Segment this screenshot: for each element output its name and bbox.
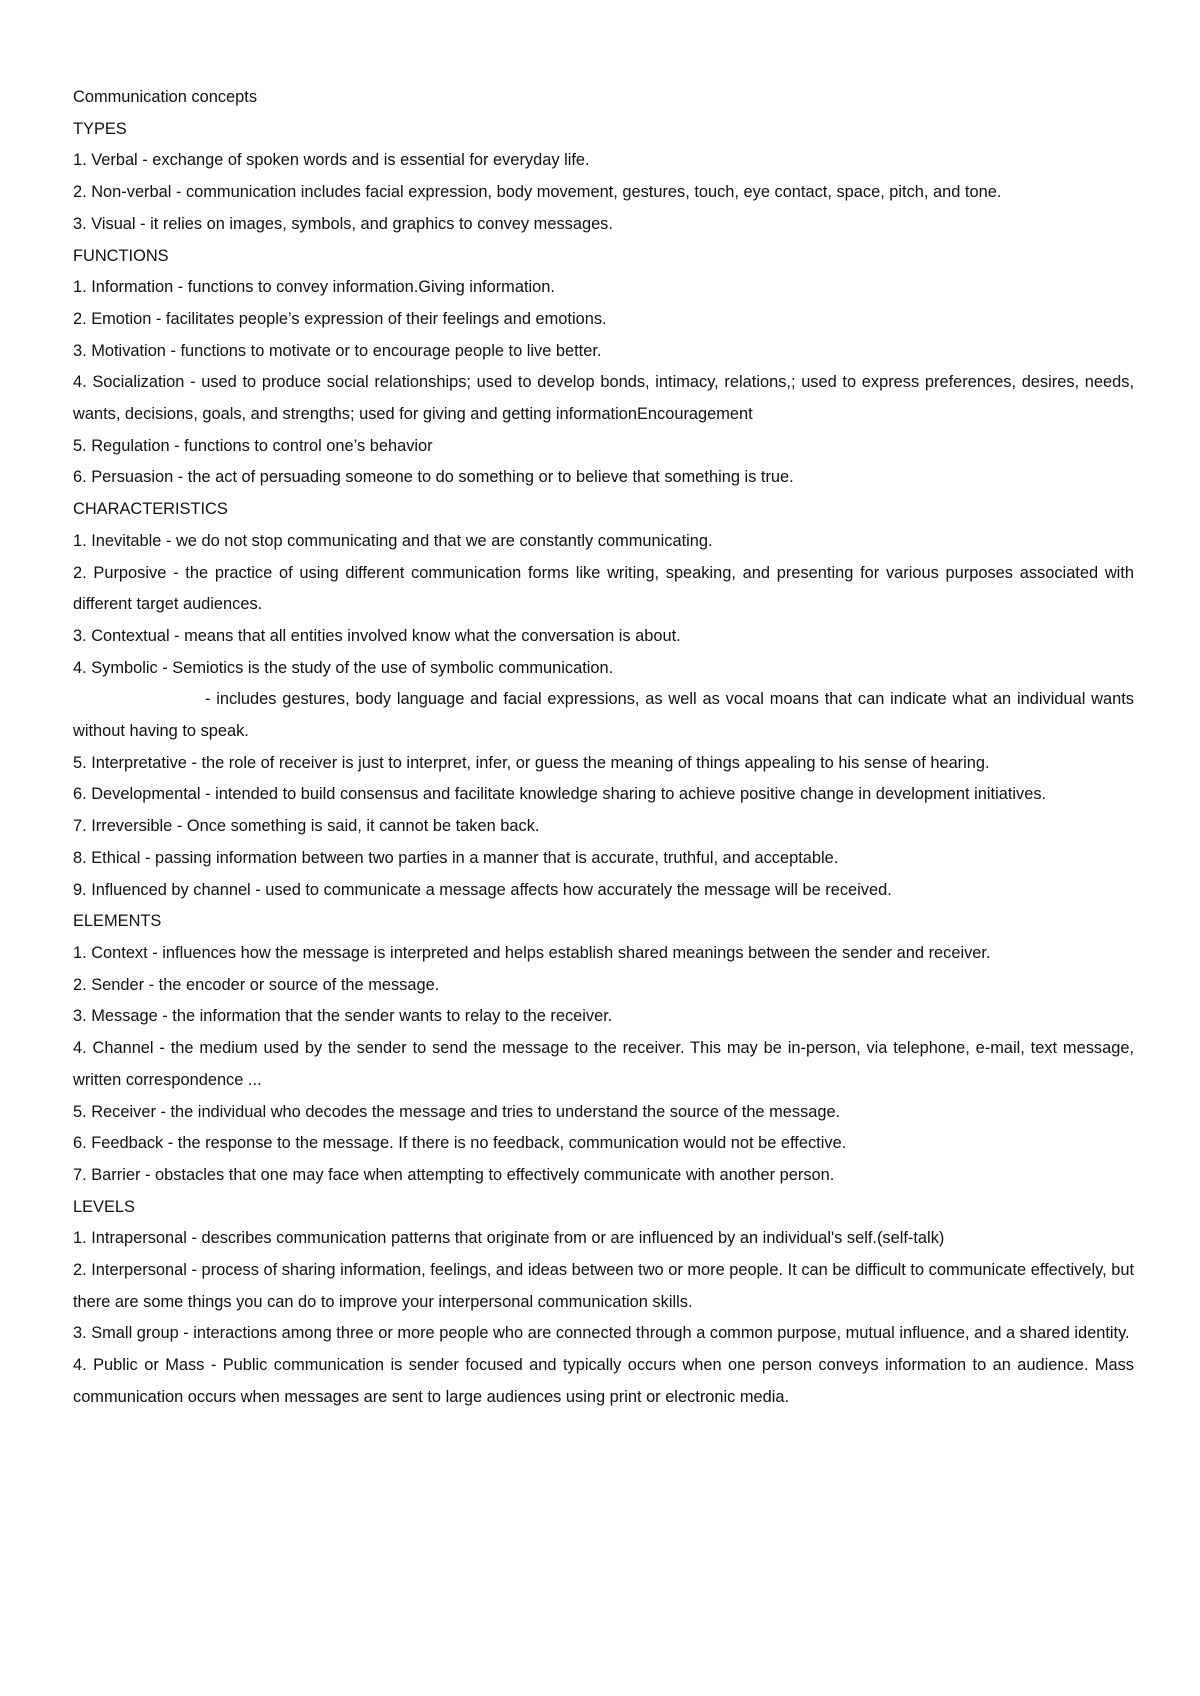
section-heading-types: TYPES (73, 119, 127, 138)
list-item: 7. Irreversible - Once something is said, it cannot be taken back. (73, 817, 540, 836)
list-item-continuation: - includes gestures, body language and facial expressions, as well as vocal moans that can indicate what an individual wants without having to speak. (73, 690, 1134, 741)
section-heading-elements: ELEMENTS (73, 912, 162, 931)
list-item: 2. Purposive - the practice of using different communication forms like writing, speaking, and presenting for various purposes associated with different target audiences. (73, 563, 1134, 614)
document-body (73, 82, 1134, 1414)
list-item: 5. Interpretative - the role of receiver is just to interpret, infer, or guess the meaning of things appealing to his sense of hearing. (73, 753, 990, 772)
list-item: 3. Small group - interactions among three or more people who are connected through a common purpose, mutual influence, and a shared identity. (73, 1324, 1130, 1343)
list-item: 1. Verbal - exchange of spoken words and is essential for everyday life. (73, 151, 590, 170)
list-item: 1. Inevitable - we do not stop communicating and that we are constantly communicating. (73, 531, 713, 550)
list-item: 2. Sender - the encoder or source of the message. (73, 975, 440, 994)
list-item: 1. Information - functions to convey information.Giving information. (73, 278, 555, 297)
list-item: 6. Developmental - intended to build consensus and facilitate knowledge sharing to achieve positive change in development initiatives. (73, 785, 1047, 804)
list-item: 2. Non-verbal - communication includes facial expression, body movement, gestures, touch, eye contact, space, pitch, and tone. (73, 183, 1002, 202)
section-heading-functions: FUNCTIONS (73, 246, 169, 265)
list-item: 6. Persuasion - the act of persuading someone to do something or to believe that something is true. (73, 468, 794, 487)
list-item: 9. Influenced by channel - used to communicate a message affects how accurately the message will be received. (73, 880, 892, 899)
section-heading-characteristics: CHARACTERISTICS (73, 500, 228, 519)
list-item: 2. Emotion - facilitates people’s expression of their feelings and emotions. (73, 309, 607, 328)
list-item: 2. Interpersonal - process of sharing information, feelings, and ideas between two or more people. It can be difficult to communicate effectively, but there are some things you can do to improve your interpersonal communication skills. (73, 1261, 1134, 1311)
list-item: 3. Contextual - means that all entities involved know what the conversation is about. (73, 626, 681, 645)
list-item: 8. Ethical - passing information between two parties in a manner that is accurate, truthful, and acceptable. (73, 848, 839, 867)
section-heading-levels: LEVELS (73, 1197, 135, 1216)
document-title: Communication concepts (73, 88, 258, 106)
list-item: 6. Feedback - the response to the message. If there is no feedback, communication would not be effective. (73, 1134, 847, 1153)
list-item: 4. Public or Mass - Public communication is sender focused and typically occurs when one person conveys information to an audience. Mass communication occurs when messages are sent to large audiences using print or electronic media. (73, 1356, 1134, 1406)
list-item: 7. Barrier - obstacles that one may face when attempting to effectively communicate with another person. (73, 1165, 835, 1184)
list-item: 3. Message - the information that the sender wants to relay to the receiver. (73, 1007, 613, 1026)
list-item: 3. Motivation - functions to motivate or to encourage people to live better. (73, 341, 602, 360)
list-item: 5. Regulation - functions to control one’s behavior (73, 436, 433, 455)
list-item: 4. Symbolic - Semiotics is the study of the use of symbolic communication. (73, 658, 614, 677)
list-item: 1. Intrapersonal - describes communication patterns that originate from or are influenced by an individual's self.(self-talk) (73, 1229, 945, 1248)
list-item: 4. Channel - the medium used by the sender to send the message to the receiver. This may be in-person, via telephone, e-mail, text message, written correspondence ... (73, 1039, 1134, 1089)
list-item: 4. Socialization - used to produce social relationships; used to develop bonds, intimacy, relations,; used to express preferences, desires, needs, wants, decisions, goals, and strengths; used for giving and getting informationEncouragement (73, 373, 1134, 424)
list-item: 1. Context - influences how the message is interpreted and helps establish shared meanings between the sender and receiver. (73, 943, 991, 962)
list-item: 3. Visual - it relies on images, symbols, and graphics to convey messages. (73, 214, 613, 233)
list-item: 5. Receiver - the individual who decodes the message and tries to understand the source of the message. (73, 1102, 841, 1121)
